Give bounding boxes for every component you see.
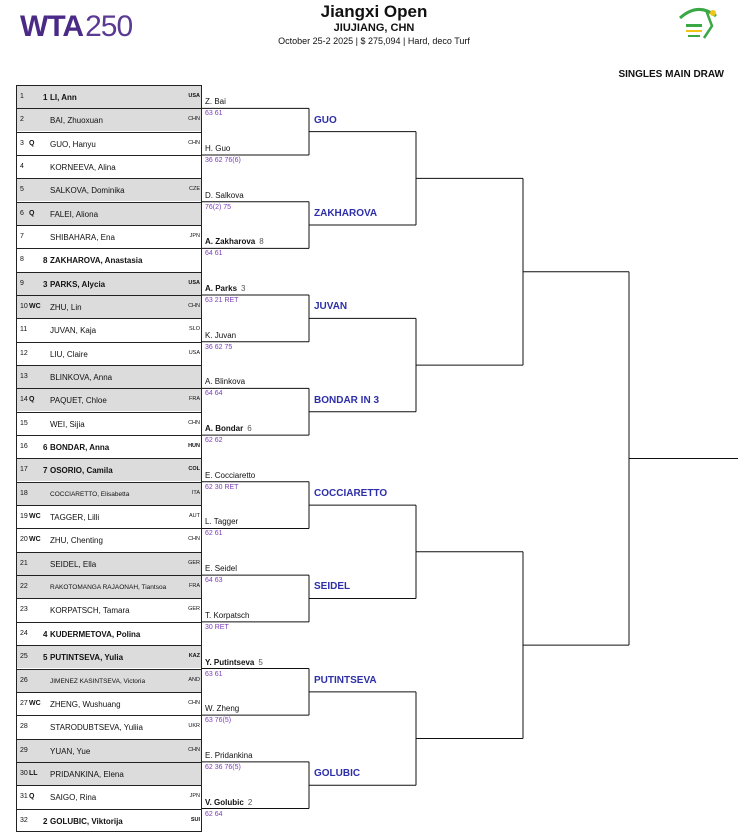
player-nationality: COL — [188, 466, 200, 473]
player-entry-type: Q — [29, 209, 35, 217]
player-name: BONDAR, Anna — [50, 443, 110, 453]
player-nationality: USA — [188, 349, 200, 356]
round3-winner: SEIDEL — [314, 581, 351, 593]
player-nationality: UKR — [188, 723, 200, 730]
player-name: ZHU, Lin — [50, 303, 82, 313]
player-name: PRIDANKINA, Elena — [50, 769, 124, 779]
round2-score: 76(2) 75 — [205, 203, 232, 211]
player-entry-type: LL — [29, 769, 38, 777]
player-name: GUO, Hanyu — [50, 139, 96, 149]
round2-player-name: L. Tagger — [205, 517, 239, 527]
round2-player-name: K. Juvan — [205, 330, 237, 340]
round3-winner: BONDAR IN 3 — [314, 394, 380, 406]
player-seed: 2 — [43, 816, 48, 826]
player-entry-type: WC — [29, 303, 41, 311]
player-seed: 7 — [43, 466, 48, 476]
player-name: FALEI, Aliona — [50, 209, 99, 219]
player-draw-number: 2 — [20, 116, 24, 124]
player-nationality: GER — [188, 559, 200, 566]
player-name: KORNEEVA, Alina — [50, 163, 116, 173]
player-name: SEIDEL, Ella — [50, 559, 97, 569]
player-draw-number: 30 — [20, 769, 28, 777]
round2-score: 64 64 — [205, 390, 223, 398]
player-name: ZAKHAROVA, Anastasia — [50, 256, 143, 266]
player-name: BLINKOVA, Anna — [50, 373, 113, 383]
round2-player-name: Y. Putintseva — [205, 657, 255, 667]
round2-player-name: E. Pridankina — [205, 750, 253, 760]
round2-score: 64 61 — [205, 250, 223, 258]
player-draw-number: 25 — [20, 653, 28, 661]
player-nationality: KAZ — [188, 653, 200, 660]
round2-player-seed: 8 — [259, 237, 264, 247]
player-name: PUTINTSEVA, Yulia — [50, 653, 124, 663]
round2-score: 62 30 RET — [205, 483, 239, 491]
player-nationality: JPN — [189, 233, 200, 240]
round2-score: 62 64 — [205, 810, 223, 818]
round3-winner: GOLUBIC — [314, 768, 361, 780]
player-draw-number: 3 — [20, 139, 24, 147]
player-name: TAGGER, Lilli — [50, 513, 100, 523]
player-seed: 1 — [43, 93, 48, 102]
player-nationality: CHN — [188, 746, 200, 753]
player-draw-number: 6 — [20, 209, 24, 217]
player-draw-number: 17 — [20, 466, 28, 474]
round2-player-name: A. Parks — [205, 284, 238, 294]
player-name: BAI, Zhuoxuan — [50, 116, 103, 126]
player-seed: 6 — [43, 443, 48, 453]
player-name: ZHENG, Wushuang — [50, 699, 121, 709]
round2-score: 36 62 75 — [205, 343, 233, 351]
player-draw-number: 32 — [20, 816, 28, 824]
player-seed: 5 — [43, 653, 48, 663]
player-name: PAQUET, Chloe — [50, 396, 107, 406]
player-name: KORPATSCH, Tamara — [50, 606, 130, 616]
player-nationality: AND — [188, 676, 200, 683]
round2-score: 62 61 — [205, 530, 223, 538]
player-draw-number: 26 — [20, 676, 28, 684]
player-draw-number: 13 — [20, 373, 28, 381]
round2-player-name: A. Bondar — [205, 424, 244, 434]
round2-player-name: E. Cocciaretto — [205, 470, 256, 480]
round3-winner: GUO — [314, 114, 337, 126]
player-name: RAKOTOMANGA RAJAONAH, Tiantsoa — [50, 584, 167, 592]
player-name: STARODUBTSEVA, Yuliia — [50, 723, 143, 733]
round2-score: 63 61 — [205, 110, 223, 118]
player-draw-number: 31 — [20, 793, 28, 801]
player-name: YUAN, Yue — [50, 746, 91, 756]
round2-score: 63 21 RET — [205, 297, 239, 305]
round3-winner: COCCIARETTO — [314, 488, 388, 500]
player-draw-number: 10 — [20, 303, 28, 311]
player-nationality: CHN — [188, 699, 200, 706]
round2-player-seed: 3 — [241, 284, 246, 294]
player-nationality: CHN — [188, 303, 200, 310]
player-draw-number: 18 — [20, 489, 28, 497]
tournament-info: October 25-2 2025 | $ 275,094 | Hard, deco Turf — [278, 36, 470, 46]
round2-player-seed: 2 — [247, 797, 253, 807]
player-name: SALKOVA, Dominika — [50, 186, 125, 196]
player-name: KUDERMETOVA, Polina — [50, 629, 141, 639]
player-entry-type: Q — [29, 793, 35, 801]
player-draw-number: 11 — [20, 326, 28, 334]
player-nationality: JPN — [189, 793, 200, 800]
player-draw-number: 24 — [20, 629, 28, 637]
player-draw-number: 29 — [20, 746, 28, 754]
player-nationality: ITA — [191, 489, 200, 496]
player-entry-type: WC — [29, 513, 41, 521]
player-draw-number: 19 — [20, 513, 28, 521]
player-name: PARKS, Alycia — [50, 279, 106, 289]
player-nationality: CHN — [188, 116, 200, 123]
player-draw-number: 8 — [20, 256, 24, 264]
player-name: OSORIO, Camila — [50, 466, 113, 476]
player-nationality: CHN — [188, 139, 200, 146]
round2-player-name: T. Korpatsch — [205, 610, 250, 620]
player-nationality: AUT — [189, 513, 200, 520]
round2-score: 62 62 — [205, 437, 223, 445]
round2-player-name: W. Zheng — [205, 704, 240, 714]
round2-player-name: H. Guo — [205, 144, 231, 154]
player-nationality: SLO — [188, 326, 200, 333]
player-nationality: SUI — [190, 816, 200, 823]
round2-score: 30 RET — [205, 623, 229, 631]
player-draw-number: 1 — [20, 93, 24, 100]
player-draw-number: 21 — [20, 559, 28, 567]
round2-score: 64 63 — [205, 577, 223, 585]
player-name: JUVAN, Kaja — [50, 326, 97, 336]
round2-player-name: V. Golubic — [205, 797, 244, 807]
player-name: LI, Ann — [50, 93, 77, 102]
player-nationality: FRA — [189, 396, 200, 403]
player-draw-number: 4 — [20, 163, 24, 171]
round2-player-seed: 5 — [258, 657, 263, 667]
player-nationality: CZE — [189, 186, 200, 193]
player-nationality: CHN — [188, 419, 200, 426]
player-name: JIMENEZ KASINTSEVA, Victoria — [50, 677, 146, 685]
player-entry-type: WC — [29, 536, 41, 544]
round2-player-seed: 6 — [247, 424, 252, 434]
round2-score: 63 61 — [205, 670, 223, 678]
player-nationality: USA — [188, 279, 200, 286]
round2-player-name: D. Salkova — [205, 190, 244, 200]
player-name: COCCIARETTO, Elisabetta — [50, 490, 130, 498]
round2-player-name: Z. Bai — [205, 97, 226, 107]
player-draw-number: 27 — [20, 699, 28, 707]
player-draw-number: 28 — [20, 723, 28, 731]
player-entry-type: Q — [29, 396, 35, 404]
round2-score: 63 76(5) — [205, 717, 232, 725]
player-nationality: CHN — [188, 536, 200, 543]
player-draw-number: 14 — [20, 396, 28, 404]
player-draw-number: 20 — [20, 536, 28, 544]
player-draw-number: 16 — [20, 443, 28, 451]
player-draw-number: 5 — [20, 186, 24, 194]
player-name: SHIBAHARA, Ena — [50, 233, 115, 243]
player-seed: 4 — [43, 629, 48, 639]
tournament-title: Jiangxi Open — [320, 2, 428, 21]
player-name: GOLUBIC, Viktorija — [50, 816, 123, 826]
round2-player-name: E. Seidel — [205, 564, 238, 574]
tournament-location: JIUJIANG, CHN — [333, 22, 415, 34]
player-draw-number: 7 — [20, 233, 24, 241]
round2-player-name: A. Zakharova — [205, 237, 256, 247]
player-draw-number: 22 — [20, 583, 28, 591]
player-seed: 8 — [43, 256, 48, 266]
player-name: ZHU, Chenting — [50, 536, 103, 546]
player-draw-number: 23 — [20, 606, 28, 614]
round2-score: 36 62 76(6) — [205, 157, 241, 165]
player-draw-number: 15 — [20, 419, 28, 427]
player-nationality: FRA — [189, 583, 200, 590]
round3-winner: JUVAN — [314, 301, 348, 313]
draw-label: SINGLES MAIN DRAW — [618, 69, 724, 80]
player-draw-number: 9 — [20, 279, 24, 287]
player-entry-type: Q — [29, 139, 35, 147]
player-nationality: HUN — [188, 443, 200, 450]
wta-logo: WTA250 — [20, 10, 133, 43]
player-name: WEI, Sijia — [50, 419, 85, 429]
round3-winner: PUTINTSEVA — [314, 674, 377, 686]
player-name: SAIGO, Rina — [50, 793, 97, 803]
player-nationality: USA — [188, 93, 200, 99]
round2-player-name: A. Blinkova — [205, 377, 246, 387]
round2-score: 62 36 76(5) — [205, 763, 241, 771]
player-nationality: GER — [188, 606, 200, 613]
player-seed: 3 — [43, 279, 48, 289]
player-entry-type: WC — [29, 699, 41, 707]
player-name: LIU, Claire — [50, 349, 88, 359]
player-draw-number: 12 — [20, 349, 28, 357]
round3-winner: ZAKHAROVA — [314, 208, 378, 220]
